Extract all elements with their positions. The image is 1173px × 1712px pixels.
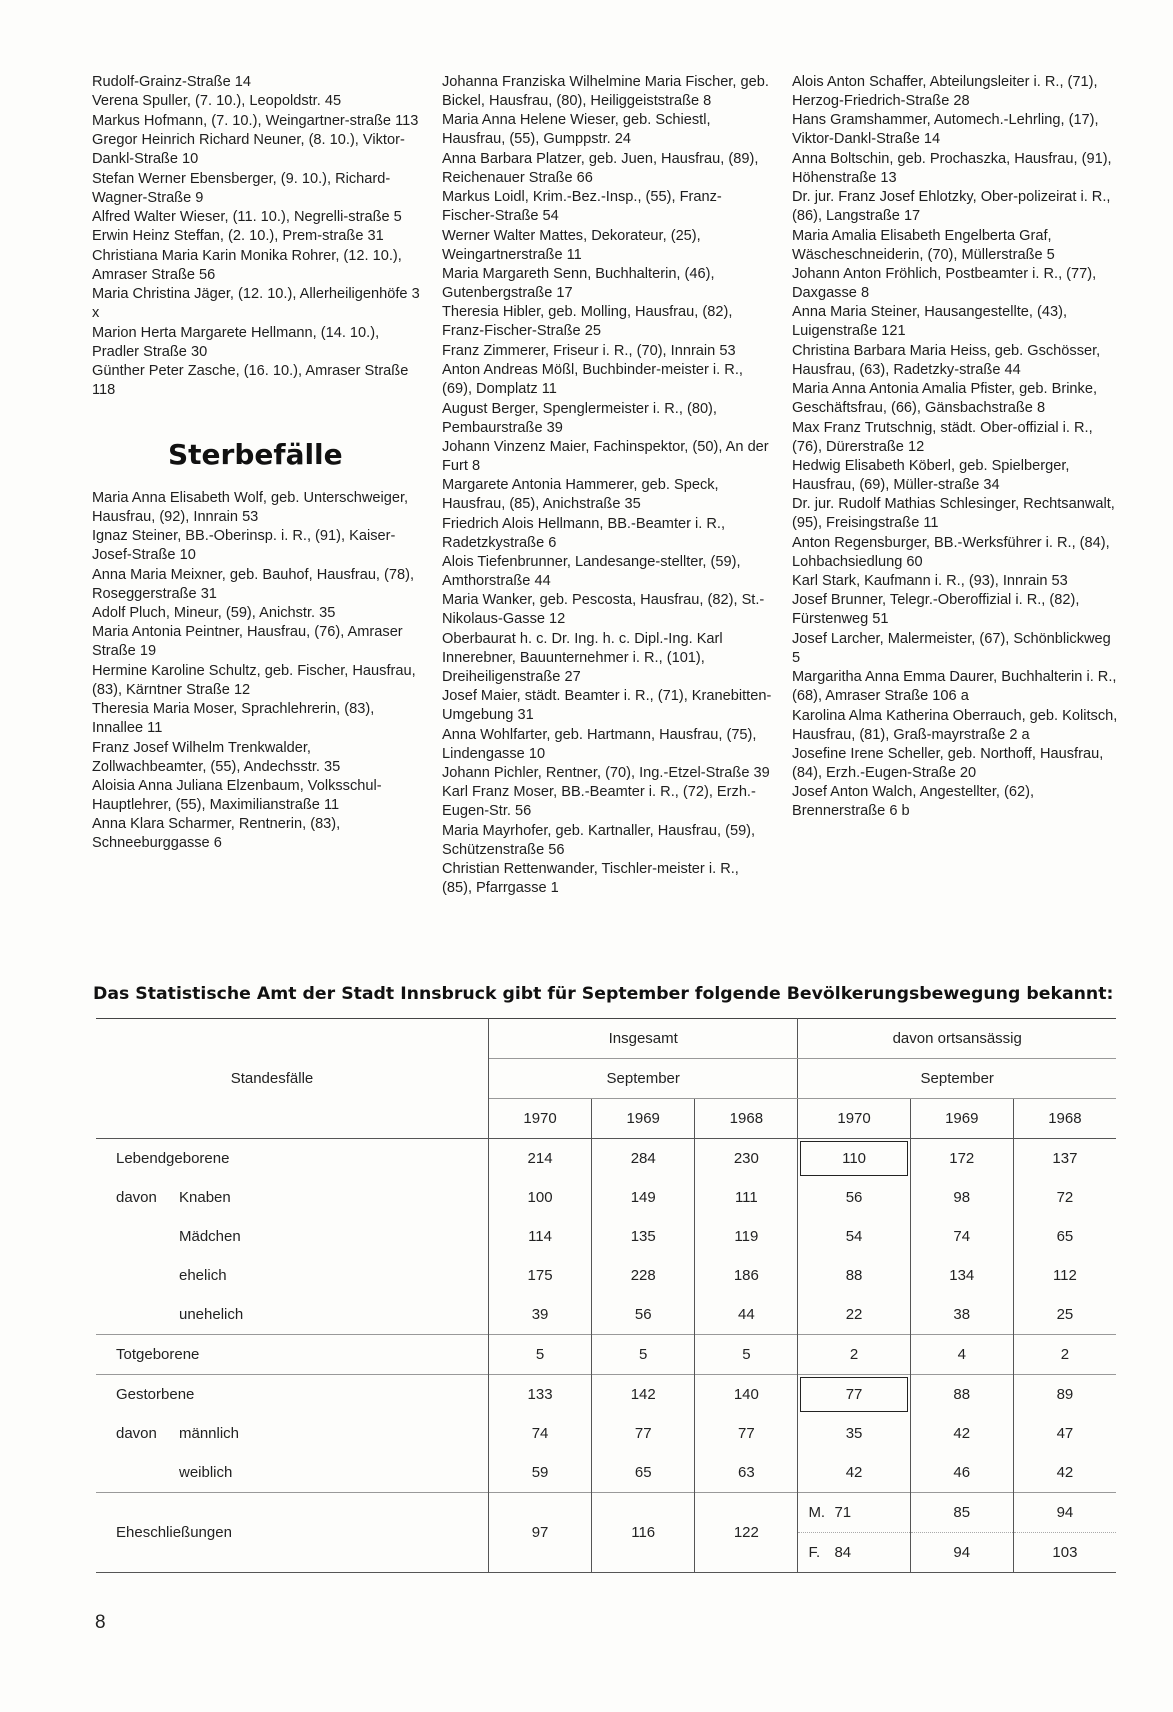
death-entry: Karl Stark, Kaufmann i. R., (93), Innrain 53	[792, 573, 1068, 590]
cell-value: 63	[695, 1453, 798, 1493]
cell-value: 114	[528, 1228, 552, 1245]
row-label-prefix: davon	[116, 1189, 157, 1206]
cell-value: 56	[592, 1295, 695, 1335]
row-label-text: Lebendgeborene	[116, 1150, 230, 1167]
deaths-list	[92, 489, 422, 854]
cell-value: 116	[592, 1493, 695, 1573]
row-label	[96, 1375, 488, 1415]
death-entry: Hedwig Elisabeth Köberl, geb. Spielberger, Hausfrau, (69), Müller-straße 34	[792, 457, 1070, 493]
cell-value: 38	[910, 1295, 1013, 1335]
cell-value: 4	[910, 1335, 1013, 1375]
cell-value	[798, 1493, 910, 1533]
death-entry: Oberbaurat h. c. Dr. Ing. h. c. Dipl.-Ing. Karl Innerebner, Bauunternehmer i. R., (101), Dreiheiligenstraße 27	[442, 630, 723, 685]
death-entry: Dr. jur. Franz Josef Ehlotzky, Ober-polizeirat i. R., (86), Langstraße 17	[792, 189, 1111, 225]
death-entry: Johann Anton Fröhlich, Postbeamter i. R., (77), Daxgasse 8	[792, 265, 1097, 301]
cell-value: 214	[527, 1150, 553, 1167]
cell-value: 39	[531, 1306, 549, 1323]
cell-value: 172	[910, 1139, 1013, 1179]
cell-value: 88	[798, 1256, 910, 1295]
death-entry: Margarete Antonia Hammerer, geb. Speck, Hausfrau, (85), Anichstraße 35	[442, 477, 719, 513]
cell-value: 175	[527, 1267, 553, 1284]
cell-value: 284	[592, 1139, 695, 1179]
cell-value: 100	[527, 1189, 553, 1206]
cell-value: 59	[531, 1464, 549, 1481]
death-entry: Anna Wohlfarter, geb. Hartmann, Hausfrau, (75), Lindengasse 10	[442, 726, 757, 762]
row-label-text: Mädchen	[179, 1228, 241, 1245]
death-entry: Anna Klara Scharmer, Rentnerin, (83), Schneeburggasse 6	[92, 816, 341, 852]
cell-value: 44	[695, 1295, 798, 1335]
cell-value: 77	[592, 1414, 695, 1453]
row-label: Eheschließungen	[96, 1493, 488, 1573]
row-label	[96, 1295, 488, 1335]
header-ortsansaessig: davon ortsansässig	[798, 1019, 1116, 1059]
cell-value: 25	[1013, 1295, 1116, 1335]
row-label	[96, 1217, 488, 1256]
cell-value: 230	[695, 1139, 798, 1179]
death-entry: Maria Anna Helene Wieser, geb. Schiestl, Hausfrau, (55), Gumppstr. 24	[442, 112, 711, 148]
cell-value: 137	[1013, 1139, 1116, 1179]
death-entry: Christina Barbara Maria Heiss, geb. Gschösser, Hausfrau, (63), Radetzky-straße 44	[792, 342, 1101, 378]
cell-value: 112	[1013, 1256, 1116, 1295]
death-entry: Margaritha Anna Emma Daurer, Buchhalterin i. R., (68), Amraser Straße 106 a	[792, 669, 1117, 705]
cell-value: 119	[695, 1217, 798, 1256]
table-row	[96, 1493, 1116, 1533]
cell-value: 149	[592, 1178, 695, 1217]
population-statistics-table	[96, 1018, 1116, 1573]
cell-value: 111	[695, 1178, 798, 1217]
column-right	[792, 73, 1122, 822]
birth-entry: Gregor Heinrich Richard Neuner, (8. 10.), Viktor-Dankl-Straße 10	[92, 132, 405, 168]
row-label	[96, 1178, 488, 1217]
death-entry: Theresia Maria Moser, Sprachlehrerin, (83), Innallee 11	[92, 701, 375, 737]
cell-value: 98	[910, 1178, 1013, 1217]
deaths-list-continued	[442, 73, 772, 898]
death-entry: Maria Mayrhofer, geb. Kartnaller, Hausfrau, (59), Schützenstraße 56	[442, 822, 756, 858]
year-header: 1968	[1013, 1099, 1116, 1139]
death-entry: Josef Brunner, Telegr.-Oberoffizial i. R., (82), Fürstenweg 51	[792, 592, 1080, 628]
death-entry: Hermine Karoline Schultz, geb. Fischer, Hausfrau, (83), Kärntner Straße 12	[92, 662, 416, 698]
cell-value: 228	[592, 1256, 695, 1295]
death-entry: Maria Wanker, geb. Pescosta, Hausfrau, (82), St.-Nikolaus-Gasse 12	[442, 592, 765, 628]
cell-value: 65	[1013, 1217, 1116, 1256]
death-entry: Aloisia Anna Juliana Elzenbaum, Volksschul-Hauptlehrer, (55), Maximilianstraße 11	[92, 778, 382, 814]
table-row	[96, 1453, 1116, 1493]
header-month-total: September	[488, 1059, 797, 1099]
table-row	[96, 1335, 1116, 1375]
death-entry: Maria Amalia Elisabeth Engelberta Graf, Wäscheschneiderin, (70), Müllerstraße 5	[792, 227, 1055, 263]
cell-value: 5	[592, 1335, 695, 1375]
row-label-text: ehelich	[179, 1267, 227, 1284]
cell-value: 94	[910, 1533, 1013, 1573]
cell-value: 54	[798, 1217, 910, 1256]
row-label-prefix: davon	[116, 1425, 157, 1442]
birth-entry: Alfred Walter Wieser, (11. 10.), Negrelli-straße 5	[92, 208, 402, 225]
cell-value	[798, 1533, 910, 1573]
section-title-deaths: Sterbefälle	[168, 437, 343, 471]
table-row	[96, 1414, 1116, 1453]
cell-value: 72	[1013, 1178, 1116, 1217]
birth-entry: Marion Herta Margarete Hellmann, (14. 10.), Pradler Straße 30	[92, 324, 380, 360]
death-entry: Johanna Franziska Wilhelmine Maria Fischer, geb. Bickel, Hausfrau, (80), Heiliggeiststraße 8	[442, 74, 769, 109]
row-label-text: männlich	[179, 1425, 240, 1442]
death-entry: Karl Franz Moser, BB.-Beamter i. R., (72), Erzh.-Eugen-Str. 56	[442, 784, 756, 820]
deaths-list-continued-2	[792, 73, 1122, 821]
row-label-text: Knaben	[179, 1189, 231, 1206]
cell-value-text: 84	[834, 1544, 852, 1561]
table-row	[96, 1375, 1116, 1415]
cell-value: 135	[592, 1217, 695, 1256]
cell-value: 42	[1013, 1453, 1116, 1493]
gender-prefix: F.	[808, 1544, 821, 1561]
death-entry: Maria Anna Elisabeth Wolf, geb. Unterschweiger, Hausfrau, (92), Innrain 53	[92, 489, 409, 525]
cell-value: 122	[695, 1493, 798, 1573]
death-entry: Friedrich Alois Hellmann, BB.-Beamter i. R., Radetzkystraße 6	[442, 515, 726, 551]
birth-entry: Christiana Maria Karin Monika Rohrer, (12. 10.), Amraser Straße 56	[92, 247, 402, 283]
cell-value: 56	[798, 1178, 910, 1217]
birth-entry: Markus Hofmann, (7. 10.), Weingartner-straße 113	[92, 112, 419, 129]
cell-value: 103	[1013, 1533, 1116, 1573]
table-row	[96, 1217, 1116, 1256]
table-row	[96, 1295, 1116, 1335]
cell-value: 89	[1013, 1375, 1116, 1415]
cell-value: 65	[592, 1453, 695, 1493]
row-label	[96, 1139, 488, 1179]
cell-value: 97	[531, 1524, 549, 1541]
cell-value: 2	[1013, 1335, 1116, 1375]
row-label-text: unehelich	[179, 1306, 244, 1323]
death-entry: Theresia Hibler, geb. Molling, Hausfrau, (82), Franz-Fischer-Straße 25	[442, 304, 733, 340]
birth-entry: Maria Christina Jäger, (12. 10.), Allerheiligenhöfe 3 x	[92, 286, 420, 322]
row-label-text: weiblich	[179, 1464, 233, 1481]
death-entry: Maria Margareth Senn, Buchhalterin, (46), Gutenbergstraße 17	[442, 265, 715, 301]
cell-value: 77	[798, 1375, 910, 1415]
cell-value: 42	[798, 1453, 910, 1493]
death-entry: Maria Anna Antonia Amalia Pfister, geb. Brinke, Geschäftsfrau, (66), Gänsbachstraße 8	[792, 381, 1098, 417]
header-month-local: September	[798, 1059, 1116, 1099]
header-insgesamt: Insgesamt	[488, 1019, 797, 1059]
death-entry: Dr. jur. Rudolf Mathias Schlesinger, Rechtsanwalt, (95), Freisingstraße 11	[792, 496, 1115, 532]
row-label	[96, 1335, 488, 1375]
death-entry: Franz Josef Wilhelm Trenkwalder, Zollwachbeamter, (55), Andechsstr. 35	[92, 739, 341, 775]
death-entry: Alois Tiefenbrunner, Landesange-stellter, (59), Amthorstraße 44	[442, 554, 741, 590]
birth-entry: Verena Spuller, (7. 10.), Leopoldstr. 45	[92, 93, 342, 110]
row-label	[96, 1414, 488, 1453]
row-label	[96, 1453, 488, 1493]
year-header: 1970	[523, 1110, 557, 1127]
statistics-heading: Das Statistische Amt der Stadt Innsbruck gibt für September folgende Bevölkerungsbewegung bekannt:	[93, 984, 1114, 1004]
death-entry: Josefine Irene Scheller, geb. Northoff, Hausfrau, (84), Erzh.-Eugen-Straße 20	[792, 746, 1104, 782]
death-entry: Maria Antonia Peintner, Hausfrau, (76), Amraser Straße 19	[92, 624, 403, 660]
cell-value: 140	[695, 1375, 798, 1415]
death-entry: Anna Barbara Platzer, geb. Juen, Hausfrau, (89), Reichenauer Straße 66	[442, 150, 759, 186]
header-standesfaelle: Standesfälle	[96, 1019, 488, 1139]
cell-value: 88	[910, 1375, 1013, 1415]
death-entry: Karolina Alma Katherina Oberrauch, geb. Kolitsch, Hausfrau, (81), Graß-mayrstraße 2 a	[792, 707, 1118, 743]
cell-value: 186	[695, 1256, 798, 1295]
birth-entry: Rudolf-Grainz-Straße 14	[92, 74, 251, 90]
cell-value: 142	[592, 1375, 695, 1415]
death-entry: Markus Loidl, Krim.-Bez.-Insp., (55), Franz-Fischer-Straße 54	[442, 189, 722, 225]
year-header: 1970	[798, 1099, 910, 1139]
death-entry: Alois Anton Schaffer, Abteilungsleiter i. R., (71), Herzog-Friedrich-Straße 28	[792, 74, 1098, 109]
death-entry: Hans Gramshammer, Automech.-Lehrling, (17), Viktor-Dankl-Straße 14	[792, 112, 1099, 148]
cell-value: 46	[910, 1453, 1013, 1493]
cell-value: 5	[695, 1335, 798, 1375]
death-entry: Josef Anton Walch, Angestellter, (62), Brennerstraße 6 b	[792, 784, 1035, 820]
death-entry: Max Franz Trutschnig, städt. Ober-offizial i. R., (76), Dürerstraße 12	[792, 419, 1093, 455]
cell-value: 74	[910, 1217, 1013, 1256]
page-number: 8	[95, 1612, 106, 1633]
birth-entry: Erwin Heinz Steffan, (2. 10.), Prem-straße 31	[92, 228, 384, 245]
cell-value: 74	[531, 1425, 549, 1442]
cell-value: 35	[798, 1414, 910, 1453]
table-row	[96, 1178, 1116, 1217]
table-row	[96, 1256, 1116, 1295]
death-entry: Adolf Pluch, Mineur, (59), Anichstr. 35	[92, 605, 336, 622]
cell-value: 5	[535, 1346, 545, 1363]
death-entry: Josef Larcher, Malermeister, (67), Schönblickweg 5	[792, 630, 1111, 666]
cell-value: 22	[798, 1295, 910, 1335]
cell-value: 77	[695, 1414, 798, 1453]
death-entry: Anton Regensburger, BB.-Werksführer i. R., (84), Lohbachsiedlung 60	[792, 534, 1110, 570]
cell-value: 110	[798, 1139, 910, 1179]
column-left	[92, 73, 422, 854]
cell-value: 2	[798, 1335, 910, 1375]
row-label-text: Totgeborene	[116, 1346, 200, 1363]
row-label-text: Gestorbene	[116, 1386, 195, 1403]
column-middle	[442, 73, 772, 899]
death-entry: Werner Walter Mattes, Dekorateur, (25), Weingartnerstraße 11	[442, 227, 701, 263]
cell-value: 85	[910, 1493, 1013, 1533]
death-entry: Johann Vinzenz Maier, Fachinspektor, (50), An der Furt 8	[442, 438, 769, 474]
gender-prefix: M.	[808, 1504, 826, 1521]
birth-entry: Stefan Werner Ebensberger, (9. 10.), Richard-Wagner-Straße 9	[92, 170, 391, 206]
death-entry: August Berger, Spenglermeister i. R., (80), Pembaurstraße 39	[442, 400, 717, 436]
death-entry: Franz Zimmerer, Friseur i. R., (70), Innrain 53	[442, 342, 736, 359]
death-entry: Anton Andreas Mößl, Buchbinder-meister i. R., (69), Domplatz 11	[442, 362, 743, 398]
table-row	[96, 1139, 1116, 1179]
year-header: 1969	[592, 1099, 695, 1139]
cell-value: 94	[1013, 1493, 1116, 1533]
death-entry: Ignaz Steiner, BB.-Oberinsp. i. R., (91), Kaiser-Josef-Straße 10	[92, 528, 396, 564]
cell-value: 134	[910, 1256, 1013, 1295]
death-entry: Anna Maria Meixner, geb. Bauhof, Hausfrau, (78), Roseggerstraße 31	[92, 566, 415, 602]
cell-value: 47	[1013, 1414, 1116, 1453]
cell-value-text: 71	[834, 1504, 852, 1521]
year-header: 1969	[910, 1099, 1013, 1139]
death-entry: Christian Rettenwander, Tischler-meister i. R., (85), Pfarrgasse 1	[442, 861, 739, 897]
cell-value: 133	[527, 1386, 553, 1403]
year-header: 1968	[695, 1099, 798, 1139]
row-label	[96, 1256, 488, 1295]
death-entry: Josef Maier, städt. Beamter i. R., (71), Kranebitten-Umgebung 31	[442, 688, 772, 724]
cell-value: 42	[910, 1414, 1013, 1453]
death-entry: Anna Maria Steiner, Hausangestellte, (43), Luigenstraße 121	[792, 304, 1068, 340]
birth-entry: Günther Peter Zasche, (16. 10.), Amraser Straße 118	[92, 362, 409, 398]
births-list-continued	[92, 73, 422, 400]
death-entry: Johann Pichler, Rentner, (70), Ing.-Etzel-Straße 39	[442, 765, 770, 782]
death-entry: Anna Boltschin, geb. Prochaszka, Hausfrau, (91), Höhenstraße 13	[792, 150, 1112, 186]
